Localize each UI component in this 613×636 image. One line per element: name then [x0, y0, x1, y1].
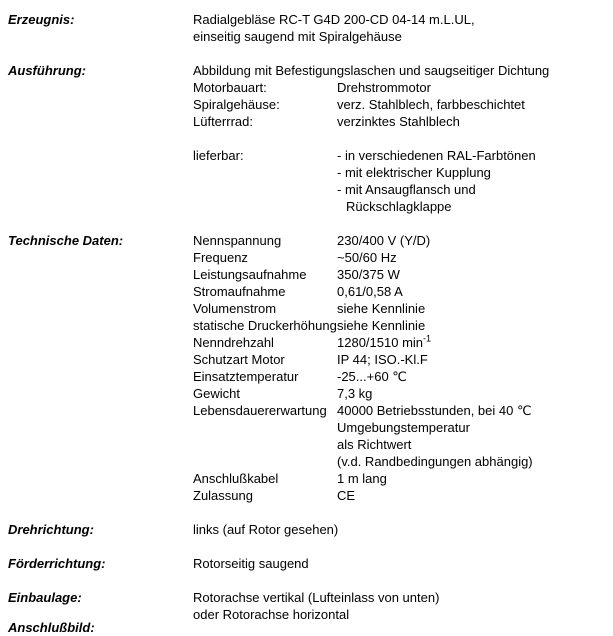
spec-value: 0,61/0,58 A	[337, 284, 403, 299]
drehrichtung-value: links (auf Rotor gesehen)	[193, 522, 339, 537]
spec-key: Zulassung	[193, 488, 253, 503]
spec-row-volumenstrom	[0, 300, 613, 317]
erzeugnis-value-line2: einseitig saugend mit Spiralgehäuse	[193, 29, 402, 44]
spec-row-druckerhoehung	[0, 317, 613, 334]
ausfuehrung-row	[0, 62, 613, 79]
anschlussbild-label-clipped: Anschlußbild:	[8, 620, 95, 635]
spec-key: Leistungsaufnahme	[193, 267, 307, 282]
spec-value: verzinktes Stahlblech	[337, 114, 460, 129]
spec-row-zulassung	[0, 487, 613, 504]
einbaulage-value-line2: oder Rotorachse horizontal	[193, 607, 350, 622]
spacer-row	[0, 130, 613, 147]
spec-value: 230/400 V (Y/D)	[337, 233, 431, 248]
einbaulage-value-line1: Rotorachse vertikal (Lufteinlass von unten)	[193, 590, 440, 605]
spec-row-schutzart	[0, 351, 613, 368]
foerderrichtung-value: Rotorseitig saugend	[193, 556, 309, 571]
spec-key: Gewicht	[193, 386, 240, 401]
spec-key: Schutzart Motor	[193, 352, 285, 367]
spec-key: Stromaufnahme	[193, 284, 286, 299]
spec-value	[337, 334, 431, 351]
lieferbar-option-wrap-row	[0, 198, 613, 215]
spec-value: siehe Kennlinie	[337, 318, 426, 333]
erzeugnis-value-line1: Radialgebläse RC-T G4D 200-CD 04-14 m.L.UL,	[193, 12, 475, 27]
spec-value: ~50/60 Hz	[337, 250, 397, 265]
spec-value-continuation: Umgebungstemperatur	[337, 420, 470, 435]
drehrichtung-label: Drehrichtung:	[8, 522, 94, 537]
einbaulage-row	[0, 589, 613, 606]
ausfuehrung-intro: Abbildung mit Befestigungslaschen und saugseitiger Dichtung	[193, 63, 550, 78]
spec-value: CE	[337, 488, 356, 503]
spec-continuation-row	[0, 453, 613, 470]
spec-value-continuation: als Richtwert	[337, 437, 412, 452]
spec-continuation-row	[0, 436, 613, 453]
spec-key: Frequenz	[193, 250, 248, 265]
spec-row-gewicht	[0, 385, 613, 402]
spacer-row	[0, 504, 613, 521]
spec-value: 350/375 W	[337, 267, 400, 282]
lieferbar-option-wrap: Rückschlagklappe	[346, 199, 452, 214]
spec-value: 40000 Betriebsstunden, bei 40 ℃	[337, 403, 532, 418]
technische-daten-row	[0, 232, 613, 249]
spec-key: Anschlußkabel	[193, 471, 279, 486]
spec-row-frequenz	[0, 249, 613, 266]
drehrichtung-row	[0, 521, 613, 538]
technische-daten-label: Technische Daten:	[8, 233, 124, 248]
spec-row-nenndrehzahl	[0, 334, 613, 351]
spec-key: Spiralgehäuse:	[193, 97, 280, 112]
spacer-row	[0, 572, 613, 589]
spacer-row	[0, 45, 613, 62]
spec-value: Drehstrommotor	[337, 80, 431, 95]
spec-key: statische Druckerhöhung	[193, 318, 337, 333]
spec-row-leistungsaufnahme	[0, 266, 613, 283]
lieferbar-row	[0, 147, 613, 164]
spec-value-superscript: -1	[423, 333, 432, 344]
spec-row-lebensdauer	[0, 402, 613, 419]
spec-row-stromaufnahme	[0, 283, 613, 300]
foerderrichtung-label: Förderrichtung:	[8, 556, 106, 571]
einbaulage-label: Einbaulage:	[8, 590, 82, 605]
spec-key: Einsatztemperatur	[193, 369, 299, 384]
lieferbar-option: - mit elektrischer Kupplung	[337, 165, 491, 180]
lieferbar-option: - in verschiedenen RAL-Farbtönen	[337, 148, 536, 163]
spec-key: Nenndrehzahl	[193, 335, 274, 350]
erzeugnis-row-2	[0, 28, 613, 45]
foerderrichtung-row	[0, 555, 613, 572]
spec-row-motorbauart	[0, 79, 613, 96]
spec-row-spiralgehaeuse	[0, 96, 613, 113]
spec-value: -25...+60 ℃	[337, 369, 407, 384]
spec-row-luefterrad	[0, 113, 613, 130]
spec-value-base: 1280/1510 min	[337, 335, 424, 350]
spec-value: siehe Kennlinie	[337, 301, 426, 316]
spec-value: IP 44; ISO.-Kl.F	[337, 352, 428, 367]
spacer-row	[0, 215, 613, 232]
erzeugnis-row	[0, 11, 613, 28]
spec-key: Volumenstrom	[193, 301, 277, 316]
spec-row-einsatztemperatur	[0, 368, 613, 385]
spec-key: Lebensdauererwartung	[193, 403, 327, 418]
spec-key: Motorbauart:	[193, 80, 267, 95]
lieferbar-option-row	[0, 181, 613, 198]
spec-row-anschlusskabel	[0, 470, 613, 487]
spec-value: verz. Stahlblech, farbbeschichtet	[337, 97, 525, 112]
lieferbar-key: lieferbar:	[193, 148, 244, 163]
spec-value: 7,3 kg	[337, 386, 373, 401]
spec-key: Lüfterrrad:	[193, 114, 253, 129]
spacer-row	[0, 538, 613, 555]
spec-value: 1 m lang	[337, 471, 387, 486]
erzeugnis-label: Erzeugnis:	[8, 12, 75, 27]
ausfuehrung-label: Ausführung:	[8, 63, 86, 78]
spec-continuation-row	[0, 419, 613, 436]
spec-key: Nennspannung	[193, 233, 282, 248]
lieferbar-option-row	[0, 164, 613, 181]
lieferbar-option: - mit Ansaugflansch und	[337, 182, 476, 197]
spec-value-continuation: (v.d. Randbedingungen abhängig)	[337, 454, 533, 469]
